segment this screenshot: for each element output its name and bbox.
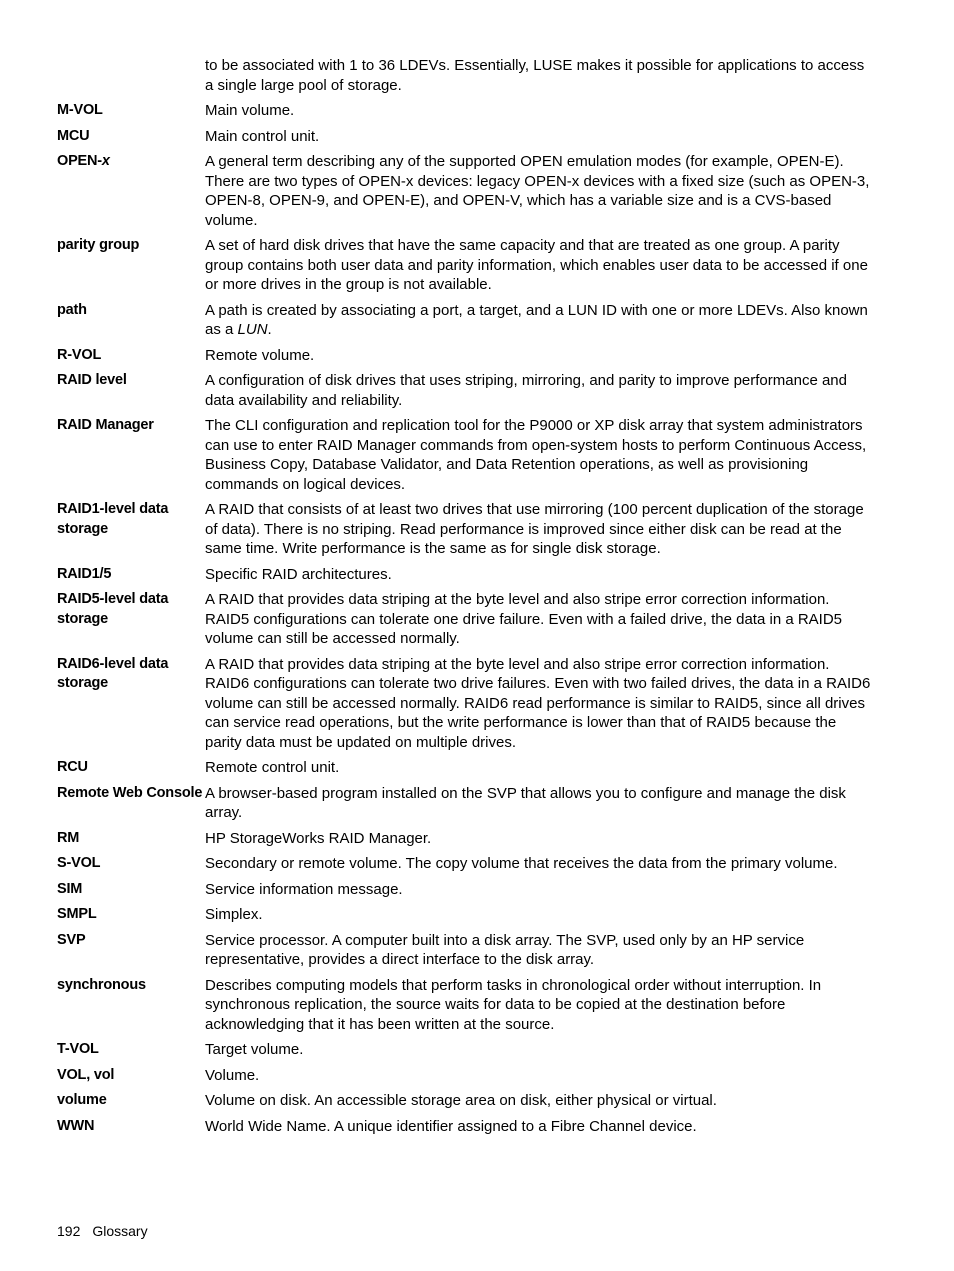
glossary-term: RAID1/5 bbox=[57, 565, 112, 582]
glossary-term: RAID5-level data storage bbox=[57, 591, 169, 627]
glossary-term: synchronous bbox=[57, 976, 146, 993]
glossary-term: VOL, vol bbox=[57, 1066, 115, 1083]
glossary-definition bbox=[205, 301, 873, 340]
glossary-term: SIM bbox=[57, 880, 83, 897]
glossary-entry bbox=[57, 880, 873, 900]
glossary-term: T-VOL bbox=[57, 1041, 99, 1057]
glossary-definition: Remote control unit. bbox=[205, 759, 340, 776]
glossary-definition: Main volume. bbox=[205, 102, 295, 119]
continued-definition: to be associated with 1 to 36 LDEVs. Essentially, LUSE makes it possible for applications to access a single large pool of storage. bbox=[205, 57, 865, 94]
glossary-term: RAID6-level data storage bbox=[57, 655, 169, 691]
glossary-definition: A configuration of disk drives that uses striping, mirroring, and parity to improve performance and data availability and reliability. bbox=[205, 372, 847, 409]
glossary-definition: Volume. bbox=[205, 1066, 260, 1084]
glossary-definition: Main control unit. bbox=[205, 127, 320, 145]
glossary-entry bbox=[57, 655, 873, 753]
glossary-entry bbox=[57, 1117, 873, 1137]
term-italic: x bbox=[101, 153, 110, 169]
glossary-entry bbox=[57, 346, 873, 366]
page-footer bbox=[57, 1222, 160, 1241]
glossary-term: RAID level bbox=[57, 372, 127, 388]
glossary-definition: A RAID that provides data striping at the byte level and also stripe error correction information. RAID6 configurations can tolerate two drive failures. Even with two failed drives, the data in a RAID6 volume can still be accessed normally. RAID6 read performance is similar to RAID5, since all drives can service read operations, but the write performance is lower than that of RAID5 because the parity data must be updated on multiple drives. bbox=[205, 655, 871, 751]
glossary-entry bbox=[57, 371, 873, 410]
glossary-term: volume bbox=[57, 1092, 107, 1108]
glossary-definition: HP StorageWorks RAID Manager. bbox=[205, 829, 432, 847]
footer-section: Glossary bbox=[92, 1223, 148, 1239]
glossary-entry bbox=[57, 976, 873, 1035]
glossary-definition: World Wide Name. A unique identifier assigned to a Fibre Channel device. bbox=[205, 1117, 697, 1135]
glossary-entry bbox=[57, 565, 873, 585]
glossary-entry bbox=[57, 784, 873, 823]
glossary-definition: Secondary or remote volume. The copy volume that receives the data from the primary volume. bbox=[205, 855, 838, 872]
glossary-term: RAID1-level data storage bbox=[57, 501, 169, 537]
glossary-entry bbox=[57, 416, 873, 494]
glossary-term: Remote Web Console bbox=[57, 784, 203, 801]
glossary-entry bbox=[57, 1091, 873, 1111]
glossary-entry bbox=[57, 854, 873, 874]
definition-text: A path is created by associating a port, a target, and a LUN ID with one or more LDEVs. Also known as a bbox=[205, 301, 868, 338]
glossary-definition: Volume on disk. An accessible storage area on disk, either physical or virtual. bbox=[205, 1092, 717, 1109]
page-number: 192 bbox=[57, 1223, 81, 1239]
glossary-term: M-VOL bbox=[57, 102, 103, 118]
glossary-term bbox=[57, 152, 205, 230]
glossary-definition: Simplex. bbox=[205, 906, 263, 923]
glossary-term: SVP bbox=[57, 931, 86, 948]
glossary-definition: Target volume. bbox=[205, 1041, 304, 1058]
glossary-list bbox=[57, 101, 873, 1142]
glossary-definition: The CLI configuration and replication tool for the P9000 or XP disk array that system administrators can use to enter RAID Manager commands from open-system hosts to perform Continuous Access, Business Copy, Database Validator, and Data Retention operations, as well as provisioning commands on logical devices. bbox=[205, 417, 867, 493]
glossary-definition: Specific RAID architectures. bbox=[205, 565, 392, 583]
definition-end: . bbox=[267, 321, 272, 338]
glossary-entry bbox=[57, 101, 873, 121]
glossary-term: path bbox=[57, 301, 87, 318]
glossary-entry bbox=[57, 931, 873, 970]
glossary-entry bbox=[57, 1066, 873, 1086]
glossary-term: MCU bbox=[57, 127, 90, 144]
glossary-term: S-VOL bbox=[57, 855, 101, 871]
glossary-entry bbox=[57, 829, 873, 849]
glossary-definition: A RAID that provides data striping at the byte level and also stripe error correction information. RAID5 configurations can tolerate one drive failure. Even with a failed drive, the data in a RAID5 volume can still be accessed normally. bbox=[205, 591, 843, 647]
glossary-entry bbox=[57, 905, 873, 925]
glossary-definition: A RAID that consists of at least two drives that use mirroring (100 percent duplication of the storage of data). There is no striping. Read performance is improved since either disk can be read at the same time. Write performance is the same as for single disk storage. bbox=[205, 501, 864, 557]
glossary-definition: A browser-based program installed on the SVP that allows you to configure and manage the disk array. bbox=[205, 784, 846, 821]
glossary-entry bbox=[57, 1040, 873, 1060]
glossary-term: parity group bbox=[57, 237, 140, 253]
glossary-entry bbox=[57, 758, 873, 778]
glossary-term: RCU bbox=[57, 759, 88, 775]
glossary-entry bbox=[57, 500, 873, 559]
glossary-term: R-VOL bbox=[57, 346, 102, 363]
glossary-definition: A set of hard disk drives that have the same capacity and that are treated as one group. A parity group contains both user data and parity information, which enables user data to be accessed if one or more drives in the group is not available. bbox=[205, 237, 868, 293]
glossary-definition: Describes computing models that perform tasks in chronological order without interruption. In synchronous replication, the source waits for data to be copied at the destination before acknowledging that it has been written at the source. bbox=[205, 976, 822, 1033]
glossary-entry bbox=[57, 127, 873, 147]
glossary-term: RAID Manager bbox=[57, 417, 154, 433]
glossary-entry bbox=[57, 301, 873, 340]
glossary-entry bbox=[57, 152, 873, 230]
glossary-term: SMPL bbox=[57, 906, 97, 922]
glossary-entry bbox=[57, 590, 873, 649]
definition-italic: LUN bbox=[237, 321, 268, 338]
glossary-definition: Remote volume. bbox=[205, 346, 315, 364]
glossary-definition: Service information message. bbox=[205, 880, 403, 898]
glossary-term: RM bbox=[57, 829, 80, 846]
glossary-definition: A general term describing any of the supported OPEN emulation modes (for example, OPEN-E). There are two types of OPEN-x devices: legacy OPEN-x devices with a fixed size (such as OPEN-3, OPEN-8, OPEN-9, and OPEN-E), and OPEN-V, which has a variable size and is a CVS-based volume. bbox=[205, 153, 870, 229]
glossary-entry bbox=[57, 236, 873, 295]
glossary-term: WWN bbox=[57, 1117, 95, 1134]
term-prefix: OPEN- bbox=[57, 153, 102, 169]
glossary-definition: Service processor. A computer built into a disk array. The SVP, used only by an HP service representative, provides a direct interface to the disk array. bbox=[205, 931, 805, 968]
